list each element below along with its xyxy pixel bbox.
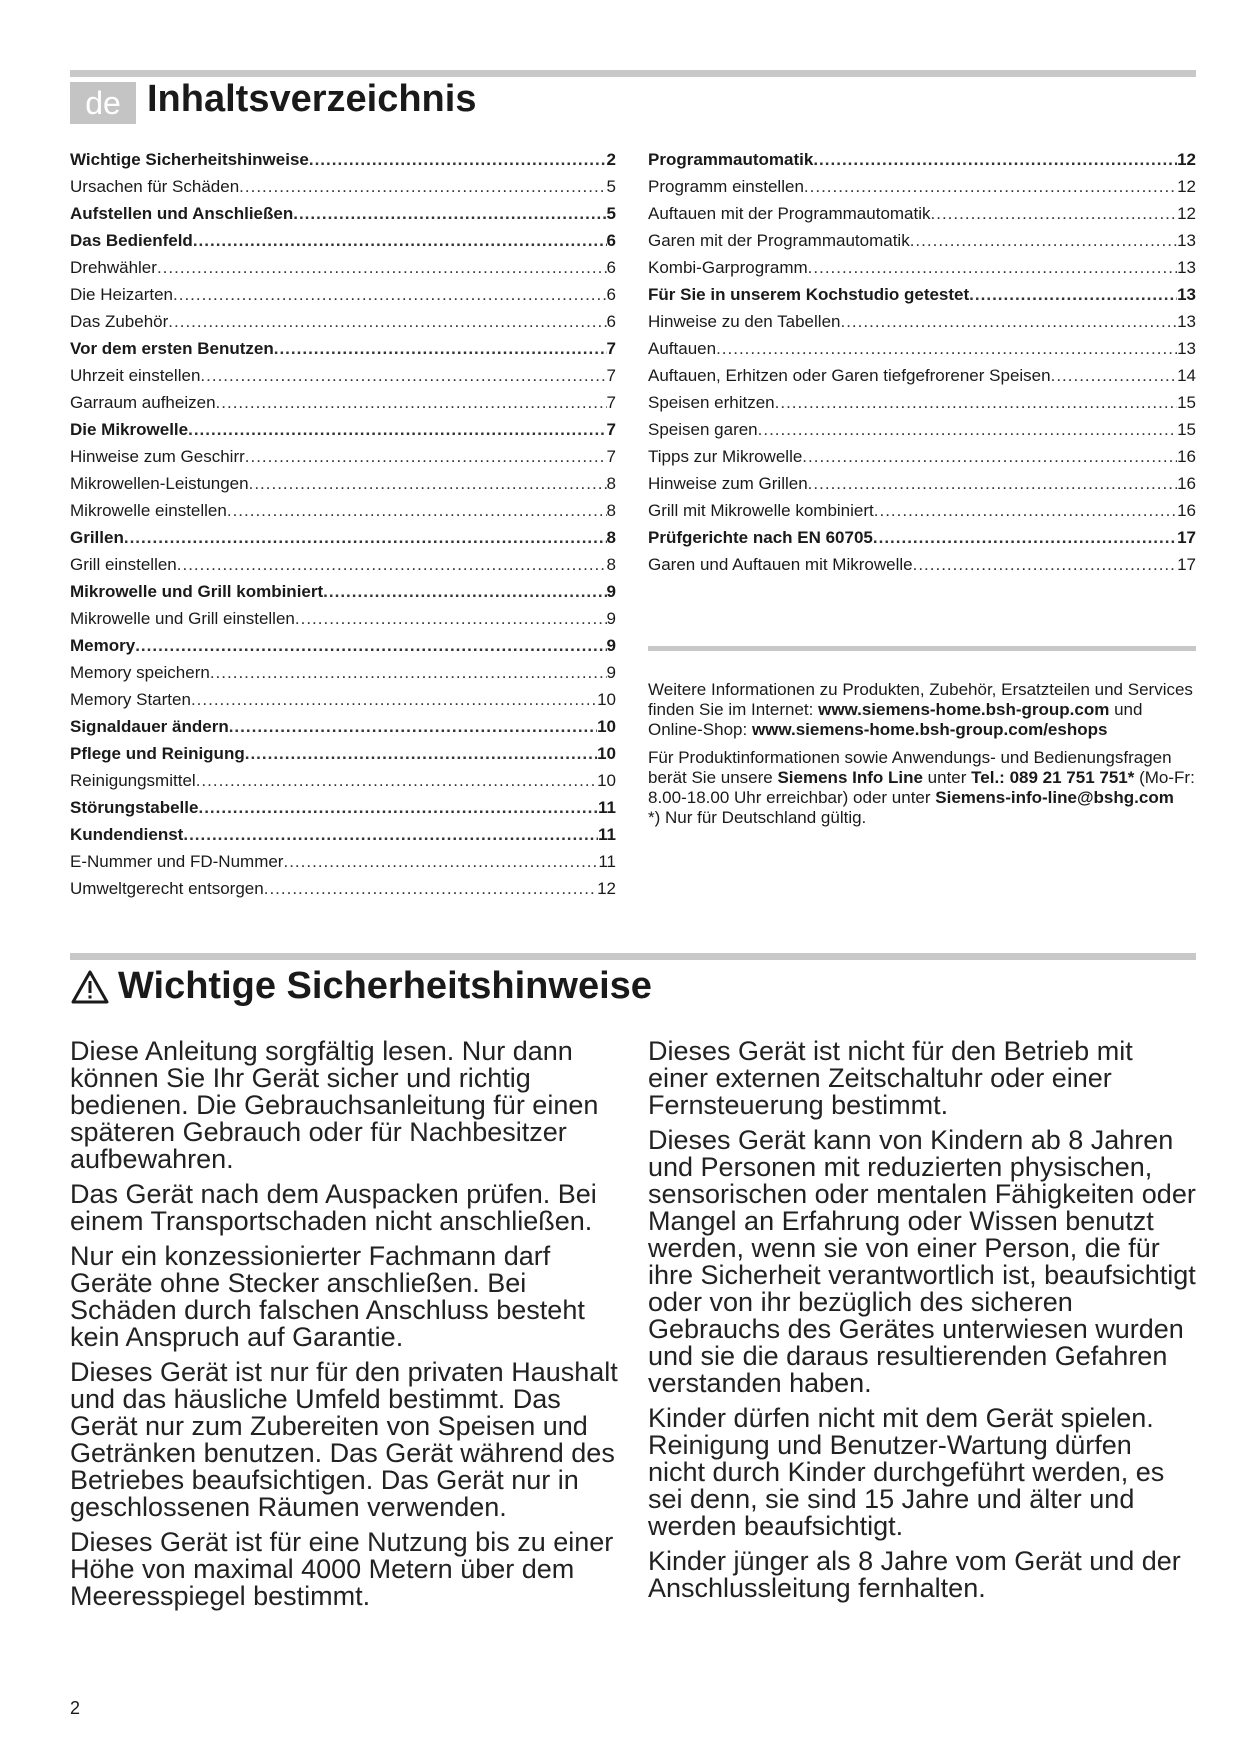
toc-entry-label: Signaldauer ändern bbox=[70, 717, 229, 736]
toc-entry[interactable] bbox=[648, 528, 1196, 555]
toc-entry[interactable] bbox=[70, 393, 616, 420]
safety-paragraph: Dieses Gerät ist nicht für den Betrieb mit einer externen Zeitschaltuhr oder einer Fernsteuerung bestimmt. bbox=[648, 1036, 1133, 1120]
toc-entry-page: 15 bbox=[1177, 420, 1196, 439]
phone-number: Tel.: 089 21 751 751* bbox=[971, 768, 1135, 787]
toc-entry-page: 9 bbox=[606, 582, 616, 601]
toc-leader-dots bbox=[191, 690, 597, 710]
toc-leader-dots bbox=[874, 501, 1177, 521]
toc-entry-page: 12 bbox=[597, 879, 616, 898]
toc-leader-dots bbox=[210, 663, 607, 683]
toc-entry[interactable] bbox=[70, 420, 616, 447]
toc-entry-page: 9 bbox=[606, 609, 616, 628]
toc-left-column bbox=[70, 150, 616, 906]
toc-entry[interactable] bbox=[70, 609, 616, 636]
toc-entry-page: 10 bbox=[597, 771, 616, 790]
safety-left-column bbox=[70, 1038, 630, 1618]
toc-entry-label: Garraum aufheizen bbox=[70, 393, 216, 412]
toc-entry-label: Garen und Auftauen mit Mikrowelle bbox=[648, 555, 913, 574]
toc-leader-dots bbox=[804, 177, 1177, 197]
toc-entry[interactable] bbox=[70, 663, 616, 690]
toc-leader-dots bbox=[229, 717, 597, 737]
toc-entry-label: Prüfgerichte nach EN 60705 bbox=[648, 528, 873, 547]
safety-paragraph: Dieses Gerät ist für eine Nutzung bis zu einer Höhe von maximal 4000 Metern über dem Meeresspiegel bestimmt. bbox=[70, 1527, 614, 1611]
info-text: Weitere Informationen zu Produkten, Zubehör, Ersatzteilen und Services finden Sie im Internet: bbox=[648, 680, 1193, 719]
toc-leader-dots bbox=[245, 744, 597, 764]
toc-leader-dots bbox=[283, 852, 598, 872]
toc-leader-dots bbox=[873, 528, 1177, 548]
toc-leader-dots bbox=[177, 555, 607, 575]
toc-entry-page: 5 bbox=[606, 204, 616, 223]
toc-entry[interactable] bbox=[648, 258, 1196, 285]
toc-entry-label: Grill mit Mikrowelle kombiniert bbox=[648, 501, 874, 520]
toc-entry-page: 9 bbox=[606, 636, 616, 655]
toc-entry-label: Memory Starten bbox=[70, 690, 191, 709]
info-line-name: Siemens Info Line bbox=[777, 768, 923, 787]
toc-leader-dots bbox=[196, 771, 597, 791]
info-text: Für Produktinformationen sowie Anwendungs- und Bedienungsfragen berät Sie unsere bbox=[648, 748, 1172, 787]
toc-entry-page: 8 bbox=[606, 528, 616, 547]
safety-paragraph: Dieses Gerät kann von Kindern ab 8 Jahren und Personen mit reduzierten physischen, sensorischen oder mentalen Fähigkeiten oder Mangel an Erfahrung oder Wissen benutzt werden, wenn sie von einer Person, die für ihre Sicherheit verantwortlich ist, beaufsichtigt oder von ihr bezüglich des sicheren Gebrauchs des Gerätes unterwiesen wurden und sie die daraus resultierenden Gefahren verstanden haben. bbox=[648, 1125, 1196, 1398]
toc-entry[interactable] bbox=[648, 231, 1196, 258]
toc-entry-page: 6 bbox=[606, 285, 616, 304]
toc-leader-dots bbox=[913, 555, 1177, 575]
toc-entry-page: 7 bbox=[606, 420, 616, 439]
toc-entry[interactable] bbox=[648, 177, 1196, 204]
toc-entry-label: Die Heizarten bbox=[70, 285, 173, 304]
toc-leader-dots bbox=[124, 528, 607, 548]
toc-entry[interactable] bbox=[648, 285, 1196, 312]
toc-leader-dots bbox=[309, 150, 607, 170]
toc-entry-page: 16 bbox=[1177, 501, 1196, 520]
toc-entry-label: Das Bedienfeld bbox=[70, 231, 193, 250]
language-badge: de bbox=[70, 82, 136, 124]
toc-entry-label: Memory speichern bbox=[70, 663, 210, 682]
toc-entry[interactable] bbox=[648, 474, 1196, 501]
toc-entry-page: 11 bbox=[598, 825, 616, 844]
toc-leader-dots bbox=[198, 798, 598, 818]
toc-entry[interactable] bbox=[70, 366, 616, 393]
toc-entry-page: 8 bbox=[606, 555, 616, 574]
toc-entry[interactable] bbox=[648, 150, 1196, 177]
safety-paragraph: Kinder jünger als 8 Jahre vom Gerät und der Anschlussleitung fernhalten. bbox=[648, 1546, 1181, 1603]
toc-entry-page: 13 bbox=[1177, 258, 1196, 277]
toc-leader-dots bbox=[188, 420, 606, 440]
toc-entry-page: 15 bbox=[1177, 393, 1196, 412]
toc-entry[interactable] bbox=[648, 204, 1196, 231]
toc-entry-page: 16 bbox=[1177, 447, 1196, 466]
toc-entry[interactable] bbox=[70, 852, 616, 879]
toc-entry-page: 8 bbox=[606, 474, 616, 493]
info-rule bbox=[648, 646, 1196, 651]
toc-entry[interactable] bbox=[70, 879, 616, 906]
toc-leader-dots bbox=[808, 258, 1177, 278]
toc-entry[interactable] bbox=[648, 420, 1196, 447]
toc-entry-label: Kundendienst bbox=[70, 825, 184, 844]
toc-leader-dots bbox=[808, 474, 1177, 494]
toc-entry-page: 13 bbox=[1177, 285, 1196, 304]
toc-entry[interactable] bbox=[70, 150, 616, 177]
toc-leader-dots bbox=[264, 879, 597, 899]
toc-entry[interactable] bbox=[70, 825, 616, 852]
toc-leader-dots bbox=[183, 825, 598, 845]
toc-entry[interactable] bbox=[648, 555, 1196, 582]
toc-leader-dots bbox=[931, 204, 1178, 224]
toc-entry-label: Störungstabelle bbox=[70, 798, 199, 817]
toc-entry-page: 6 bbox=[606, 312, 616, 331]
toc-entry[interactable] bbox=[70, 177, 616, 204]
toc-entry-page: 12 bbox=[1177, 150, 1196, 169]
safety-heading bbox=[70, 965, 652, 1008]
toc-entry-label: Pflege und Reinigung bbox=[70, 744, 245, 763]
toc-entry-page: 13 bbox=[1177, 339, 1196, 358]
toc-leader-dots bbox=[323, 582, 606, 602]
toc-entry[interactable] bbox=[648, 366, 1196, 393]
toc-entry-page: 2 bbox=[606, 150, 616, 169]
toc-entry-page: 12 bbox=[1177, 177, 1196, 196]
toc-entry-page: 10 bbox=[597, 744, 616, 763]
toc-leader-dots bbox=[274, 339, 607, 359]
website-link[interactable]: www.siemens-home.bsh-group.com bbox=[818, 700, 1110, 719]
info-paragraph-web bbox=[648, 680, 1196, 740]
toc-entry-page: 7 bbox=[606, 366, 616, 385]
toc-leader-dots bbox=[802, 447, 1177, 467]
footnote: *) Nur für Deutschland gültig. bbox=[648, 808, 867, 827]
toc-entry[interactable] bbox=[70, 690, 616, 717]
toc-entry[interactable] bbox=[70, 798, 616, 825]
toc-entry-page: 17 bbox=[1177, 528, 1196, 547]
toc-entry[interactable] bbox=[70, 717, 616, 744]
toc-entry-label: Uhrzeit einstellen bbox=[70, 366, 201, 385]
toc-entry-label: Programmautomatik bbox=[648, 150, 814, 169]
toc-entry-label: Speisen erhitzen bbox=[648, 393, 775, 412]
toc-entry-label: Wichtige Sicherheitshinweise bbox=[70, 150, 309, 169]
toc-entry[interactable] bbox=[648, 393, 1196, 420]
toc-entry[interactable] bbox=[648, 447, 1196, 474]
safety-paragraph: Das Gerät nach dem Auspacken prüfen. Bei einem Transportschaden nicht anschließen. bbox=[70, 1179, 597, 1236]
toc-entry-label: Auftauen mit der Programmautomatik bbox=[648, 204, 931, 223]
toc-leader-dots bbox=[293, 204, 606, 224]
toc-entry-label: Tipps zur Mikrowelle bbox=[648, 447, 803, 466]
safety-paragraph: Nur ein konzessionierter Fachmann darf Geräte ohne Stecker anschließen. Bei Schäden durch falschen Anschluss besteht kein Anspruch auf Garantie. bbox=[70, 1241, 585, 1352]
safety-title: Wichtige Sicherheitshinweise bbox=[118, 965, 652, 1007]
toc-leader-dots bbox=[910, 231, 1177, 251]
toc-leader-dots bbox=[716, 339, 1177, 359]
toc-entry[interactable] bbox=[70, 474, 616, 501]
toc-leader-dots bbox=[1051, 366, 1177, 386]
toc-entry-label: Grillen bbox=[70, 528, 124, 547]
toc-title: Inhaltsverzeichnis bbox=[147, 78, 477, 120]
info-box bbox=[648, 680, 1196, 836]
toc-entry[interactable] bbox=[70, 204, 616, 231]
toc-leader-dots bbox=[216, 393, 607, 413]
toc-entry[interactable] bbox=[70, 744, 616, 771]
toc-entry-label: Mikrowelle und Grill einstellen bbox=[70, 609, 295, 628]
toc-entry-page: 8 bbox=[606, 501, 616, 520]
toc-entry-label: Reinigungsmittel bbox=[70, 771, 196, 790]
toc-entry-page: 13 bbox=[1177, 312, 1196, 331]
toc-entry-page: 6 bbox=[606, 231, 616, 250]
toc-entry[interactable] bbox=[70, 771, 616, 798]
toc-entry-label: Kombi-Garprogramm bbox=[648, 258, 808, 277]
toc-entry-label: Für Sie in unserem Kochstudio getestet bbox=[648, 285, 970, 304]
toc-leader-dots bbox=[245, 447, 607, 467]
toc-entry-label: Memory bbox=[70, 636, 136, 655]
info-text: (Mo-Fr: 8.00-18.00 Uhr erreichbar) oder unter bbox=[648, 768, 1195, 807]
toc-leader-dots bbox=[173, 285, 607, 305]
toc-entry[interactable] bbox=[70, 312, 616, 339]
top-rule bbox=[70, 70, 1196, 77]
toc-entry-label: Hinweise zu den Tabellen bbox=[648, 312, 841, 331]
toc-entry-page: 10 bbox=[597, 717, 616, 736]
toc-entry-label: Mikrowelle einstellen bbox=[70, 501, 227, 520]
toc-entry-label: Ursachen für Schäden bbox=[70, 177, 240, 196]
toc-leader-dots bbox=[239, 177, 606, 197]
toc-entry[interactable] bbox=[648, 501, 1196, 528]
toc-entry-page: 7 bbox=[606, 339, 616, 358]
toc-entry-page: 7 bbox=[606, 447, 616, 466]
toc-leader-dots bbox=[813, 150, 1177, 170]
toc-leader-dots bbox=[249, 474, 607, 494]
toc-entry-page: 6 bbox=[606, 258, 616, 277]
toc-entry-page: 9 bbox=[606, 663, 616, 682]
toc-leader-dots bbox=[168, 312, 606, 332]
toc-entry-page: 16 bbox=[1177, 474, 1196, 493]
toc-entry-page: 7 bbox=[606, 393, 616, 412]
toc-entry-page: 11 bbox=[598, 798, 616, 817]
toc-leader-dots bbox=[840, 312, 1177, 332]
toc-entry-label: Grill einstellen bbox=[70, 555, 177, 574]
toc-entry-page: 14 bbox=[1177, 366, 1196, 385]
safety-rule bbox=[70, 953, 1196, 960]
toc-entry[interactable] bbox=[70, 501, 616, 528]
toc-right-column bbox=[648, 150, 1196, 582]
safety-paragraph: Dieses Gerät ist nur für den privaten Haushalt und das häusliche Umfeld bestimmt. Das Gerät nur zum Zubereiten von Speisen und Getränken benutzen. Das Gerät während des Betriebes beaufsichtigen. Das Gerät nur in geschlossenen Räumen verwenden. bbox=[70, 1357, 618, 1522]
toc-entry-label: Vor dem ersten Benutzen bbox=[70, 339, 274, 358]
safety-paragraph: Diese Anleitung sorgfältig lesen. Nur dann können Sie Ihr Gerät sicher und richtig bedienen. Die Gebrauchsanleitung für einen späteren Gebrauch oder für Nachbesitzer aufbewahren. bbox=[70, 1036, 599, 1174]
safety-right-column bbox=[648, 1038, 1196, 1610]
toc-entry[interactable] bbox=[70, 555, 616, 582]
toc-entry-label: Mikrowellen-Leistungen bbox=[70, 474, 249, 493]
toc-entry-label: Auftauen, Erhitzen oder Garen tiefgefrorener Speisen bbox=[648, 366, 1051, 385]
toc-entry[interactable] bbox=[648, 312, 1196, 339]
toc-entry[interactable] bbox=[70, 339, 616, 366]
toc-entry[interactable] bbox=[70, 636, 616, 663]
toc-entry-label: Aufstellen und Anschließen bbox=[70, 204, 294, 223]
toc-leader-dots bbox=[295, 609, 607, 629]
toc-leader-dots bbox=[157, 258, 607, 278]
toc-entry-label: Mikrowelle und Grill kombiniert bbox=[70, 582, 324, 601]
toc-entry-page: 5 bbox=[606, 177, 616, 196]
toc-leader-dots bbox=[135, 636, 606, 656]
toc-entry-label: Das Zubehör bbox=[70, 312, 169, 331]
toc-entry-page: 17 bbox=[1177, 555, 1196, 574]
toc-leader-dots bbox=[969, 285, 1177, 305]
email-link[interactable]: Siemens-info-line@bshg.com bbox=[935, 788, 1174, 807]
info-text: und Online-Shop: bbox=[648, 700, 1143, 739]
toc-entry-label: Auftauen bbox=[648, 339, 717, 358]
warning-triangle-icon bbox=[70, 969, 110, 1005]
toc-entry-page: 13 bbox=[1177, 231, 1196, 250]
toc-entry-label: Programm einstellen bbox=[648, 177, 804, 196]
toc-entry-label: Die Mikrowelle bbox=[70, 420, 189, 439]
toc-entry[interactable] bbox=[70, 447, 616, 474]
toc-entry-label: E-Nummer und FD-Nummer bbox=[70, 852, 284, 871]
eshop-link[interactable]: www.siemens-home.bsh-group.com/eshops bbox=[751, 720, 1108, 739]
safety-paragraph: Kinder dürfen nicht mit dem Gerät spielen. Reinigung und Benutzer-Wartung dürfen nicht durch Kinder durchgeführt werden, es sei denn, sie sind 15 Jahre und älter und werden beaufsichtigt. bbox=[648, 1403, 1165, 1541]
toc-entry-label: Umweltgerecht entsorgen bbox=[70, 879, 264, 898]
toc-entry[interactable] bbox=[648, 339, 1196, 366]
toc-entry[interactable] bbox=[70, 582, 616, 609]
toc-entry[interactable] bbox=[70, 231, 616, 258]
toc-entry-label: Garen mit der Programmautomatik bbox=[648, 231, 910, 250]
toc-entry-page: 11 bbox=[598, 852, 616, 871]
toc-leader-dots bbox=[227, 501, 607, 521]
info-text: unter bbox=[922, 768, 972, 787]
toc-entry-label: Speisen garen bbox=[648, 420, 758, 439]
toc-entry-page: 12 bbox=[1177, 204, 1196, 223]
toc-entry-label: Hinweise zum Grillen bbox=[648, 474, 808, 493]
info-paragraph-hotline bbox=[648, 748, 1196, 808]
toc-entry[interactable] bbox=[70, 258, 616, 285]
toc-leader-dots bbox=[775, 393, 1177, 413]
toc-entry-label: Hinweise zum Geschirr bbox=[70, 447, 245, 466]
toc-entry[interactable] bbox=[70, 528, 616, 555]
toc-entry-label: Drehwähler bbox=[70, 258, 157, 277]
toc-entry[interactable] bbox=[70, 285, 616, 312]
toc-leader-dots bbox=[758, 420, 1177, 440]
toc-entry-page: 10 bbox=[597, 690, 616, 709]
toc-leader-dots bbox=[193, 231, 607, 251]
page-number: 2 bbox=[70, 1698, 81, 1718]
toc-leader-dots bbox=[200, 366, 606, 386]
